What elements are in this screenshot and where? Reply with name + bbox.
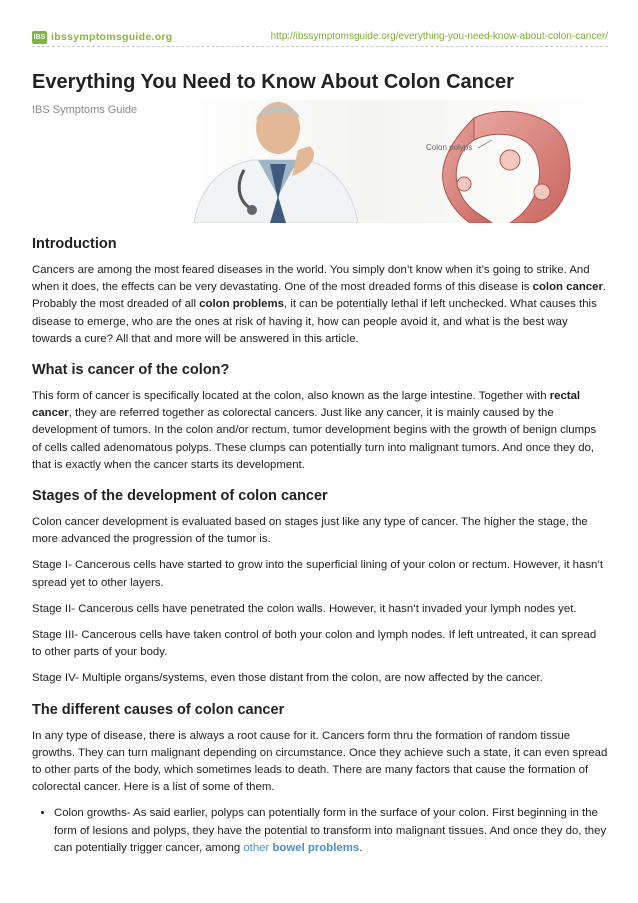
doctor-colon-illustration	[174, 100, 612, 223]
stages-intro-paragraph: Colon cancer development is evaluated based on stages just like any type of cancer. The higher the stage, the more advanced the progression of the tumor is.	[32, 516, 588, 546]
what-is-heading: What is cancer of the colon?	[32, 362, 230, 379]
section-introduction	[32, 234, 608, 348]
list-item: • Colon growths- As said earlier, polyps can potentially form in the surface of your colon. First beginning in the form of lesions and polyps, they have the potential to transform into malignant tissues. And once they do, they can potentially trigger cancer, among other bowel problems.	[54, 805, 608, 857]
page-url-link[interactable]: http://ibssymptomsguide.org/everything-you-need-know-about-colon-cancer/	[270, 31, 608, 42]
section-stages	[32, 486, 608, 688]
stage-3-paragraph: Stage III- Cancerous cells have taken control of both your colon and lymph nodes. If left untreated, it can spread to other parts of your body.	[32, 629, 597, 659]
colon-problems-term: colon problems	[199, 298, 284, 311]
site-name-link[interactable]: ibssymptomsguide.org	[51, 31, 173, 43]
colon-cancer-term: colon cancer	[532, 281, 603, 294]
header-divider	[32, 46, 608, 47]
introduction-heading: Introduction	[32, 236, 117, 252]
article-title: Everything You Need to Know About Colon Cancer	[32, 71, 514, 93]
bowel-problems-link[interactable]: bowel problems	[272, 841, 360, 854]
stage-1-paragraph: Stage I- Cancerous cells have started to grow into the superficial lining of your colon or rectum. However, it hasn’t spread yet to other layers.	[32, 559, 604, 589]
article-byline: IBS Symptoms Guide	[32, 104, 138, 116]
other-link[interactable]: other	[243, 841, 270, 854]
stage-2-paragraph: Stage II- Cancerous cells have penetrated the colon walls. However, it hasn’t invaded your lymph nodes yet.	[32, 602, 577, 615]
site-header	[32, 28, 608, 48]
article-body	[32, 234, 608, 869]
section-causes	[32, 700, 608, 857]
colon-polyps-label: Colon polyps	[426, 143, 473, 152]
causes-heading: The different causes of colon cancer	[32, 701, 285, 718]
causes-paragraph: In any type of disease, there is always a root cause for it. Cancers form thru the formation of random tissue growths. They can turn malignant depending on circumstance. Once they achieve such a state, it can even spread to other parts of the body, which sometimes leads to death. There are many factors that cause the formation of colorectal cancer. Here is a list of some of them.	[32, 729, 608, 794]
stages-heading: Stages of the development of colon cancer	[32, 488, 328, 505]
rectal-cancer-term: rectal cancer	[32, 390, 581, 420]
hero-image	[174, 100, 612, 223]
stage-4-paragraph: Stage IV- Multiple organs/systems, even those distant from the colon, are now affected by the cancer.	[32, 672, 543, 685]
section-what-is	[32, 360, 608, 474]
site-logo-icon: IBS	[32, 31, 47, 44]
what-is-paragraph: This form of cancer is specifically located at the colon, also known as the large intestine. Together with rectal cancer, they are referred together as colorectal cancers. Just like any cancer, it is mainly caused by the development of tumors. In the colon and/or rectum, tumor development begins with the growth of benign clumps of cells called adenomatous polyps. These clumps can potentially turn into malignant tumors. And once they do, that is exactly when the cancer starts its development.	[32, 390, 597, 471]
introduction-paragraph: Cancers are among the most feared diseases in the world. You simply don’t know when it’s going to strike. And when it does, the effects can be very devastating. One of the most dreaded forms of this disease is colon cancer. Probably the most dreaded of all colon problems, it can be potentially lethal if left unchecked. What causes this disease to emerge, who are the ones at risk of having it, how can people avoid it, and what is the best way towards a cure? All that and more will be answered in this article.	[32, 264, 607, 345]
causes-list	[32, 805, 608, 857]
